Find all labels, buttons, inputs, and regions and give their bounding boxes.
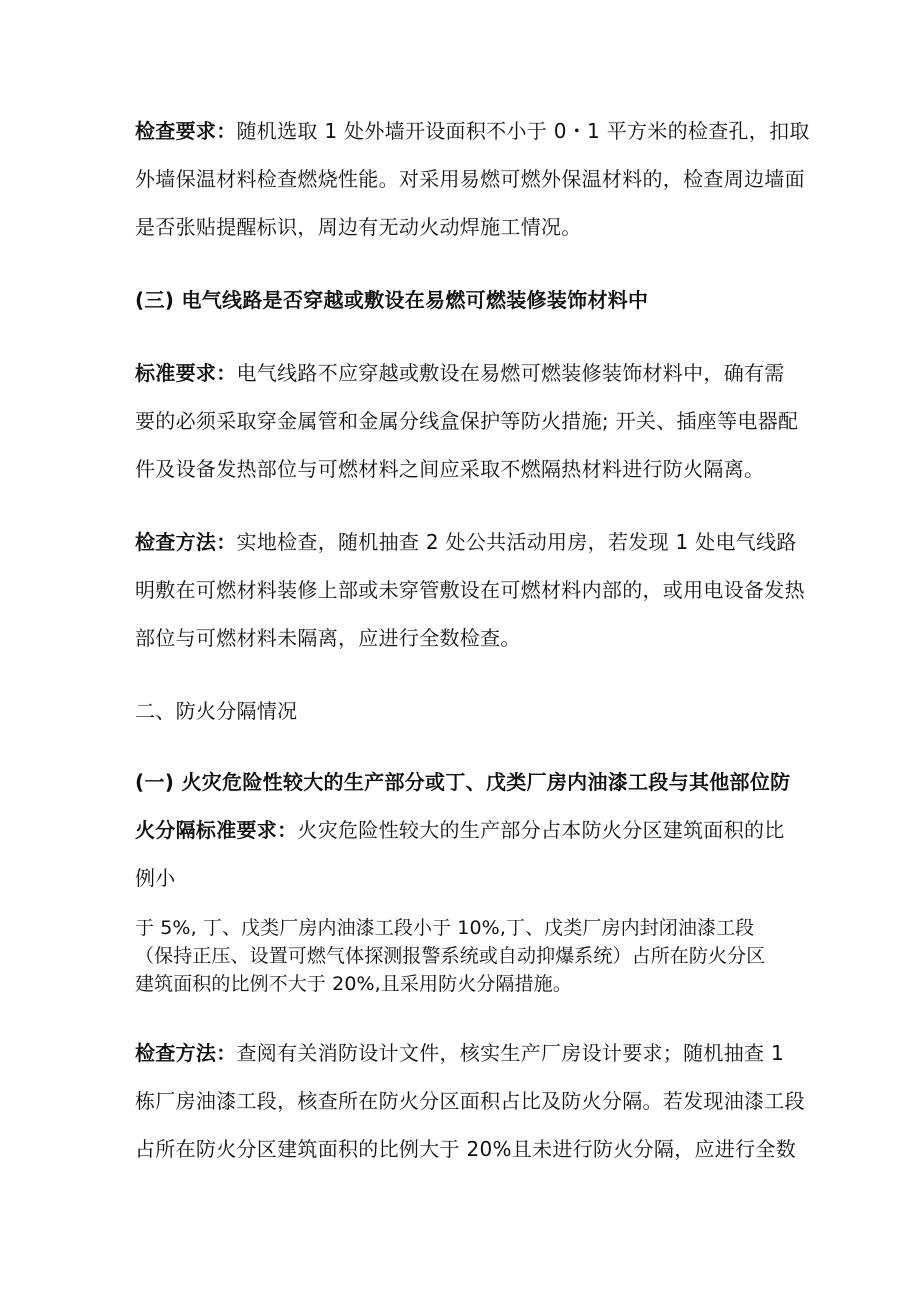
inspection-requirement-label: 检查要求： [135,119,237,143]
paragraph-paint-section-line-5: （保持正压、设置可燃气体探测报警系统或自动抑爆系统）占所在防火分区 [135,945,766,967]
paragraph-paint-inspection-method-line-1 [135,1041,784,1065]
paragraph-standard-requirement-line-2: 要的必须采取穿金属管和金属分线盒保护等防火措施; 开关、插座等电器配 [135,409,799,433]
text-span: 查阅有关消防设计文件，核实生产厂房设计要求；随机抽查 1 [236,1041,784,1065]
section-fire-separation-title: 二、防火分隔情况 [135,699,298,723]
fire-separation-standard-label: 火分隔标准要求： [135,818,298,842]
paragraph-paint-section-line-4: 于 5%, 丁、戊类厂房内油漆工段小于 10%,丁、戊类厂房内封闭油漆工段 [135,917,755,939]
heading-paint-section-line-1: (一) 火灾危险性较大的生产部分或丁、戊类厂房内油漆工段与其他部位防 [135,770,791,794]
paragraph-inspection-method-line-3: 部位与可燃材料未隔离，应进行全数检查。 [135,626,521,650]
text-span: 随机选取 1 处外墙开设面积不小于 0・1 平方米的检查孔，扣取 [236,119,810,143]
standard-requirement-label: 标准要求： [135,361,237,385]
paragraph-standard-requirement-line-1 [135,361,785,385]
text-span: 火灾危险性较大的生产部分占本防火分区建筑面积的比 [297,818,785,842]
paragraph-standard-requirement-line-3: 件及设备发热部位与可燃材料之间应采取不燃隔热材料进行防火隔离。 [135,457,765,481]
text-span: 电气线路不应穿越或敷设在易燃可燃装修装饰材料中，确有需 [236,361,785,385]
inspection-method-label-2: 检查方法： [135,1041,237,1065]
inspection-method-label: 检查方法： [135,530,237,554]
text-span: 实地检查，随机抽查 2 处公共活动用房，若发现 1 处电气线路 [236,530,797,554]
paragraph-paint-section-line-6: 建筑面积的比例不大于 20%,且采用防火分隔措施。 [135,973,572,995]
heading-electrical-wiring: (三) 电气线路是否穿越或敷设在易燃可燃装修装饰材料中 [135,288,649,312]
paragraph-inspection-method-line-1 [135,530,797,554]
paragraph-inspection-requirement-line-1 [135,119,810,143]
paragraph-paint-inspection-method-line-3: 占所在防火分区建筑面积的比例大于 20%且未进行防火分隔，应进行全数 [135,1137,797,1161]
paragraph-inspection-requirement-line-3: 是否张贴提醒标识，周边有无动火动焊施工情况。 [135,215,582,239]
paragraph-paint-section-line-3: 例小 [135,866,176,890]
paragraph-paint-section-line-2 [135,818,785,842]
paragraph-inspection-requirement-line-2: 外墙保温材料检查燃烧性能。对采用易燃可燃外保温材料的，检查周边墙面 [135,167,805,191]
paragraph-paint-inspection-method-line-2: 栋厂房油漆工段，核查所在防火分区面积占比及防火分隔。若发现油漆工段 [135,1089,805,1113]
paragraph-inspection-method-line-2: 明敷在可燃材料装修上部或未穿管敷设在可燃材料内部的，或用电设备发热 [135,578,805,602]
